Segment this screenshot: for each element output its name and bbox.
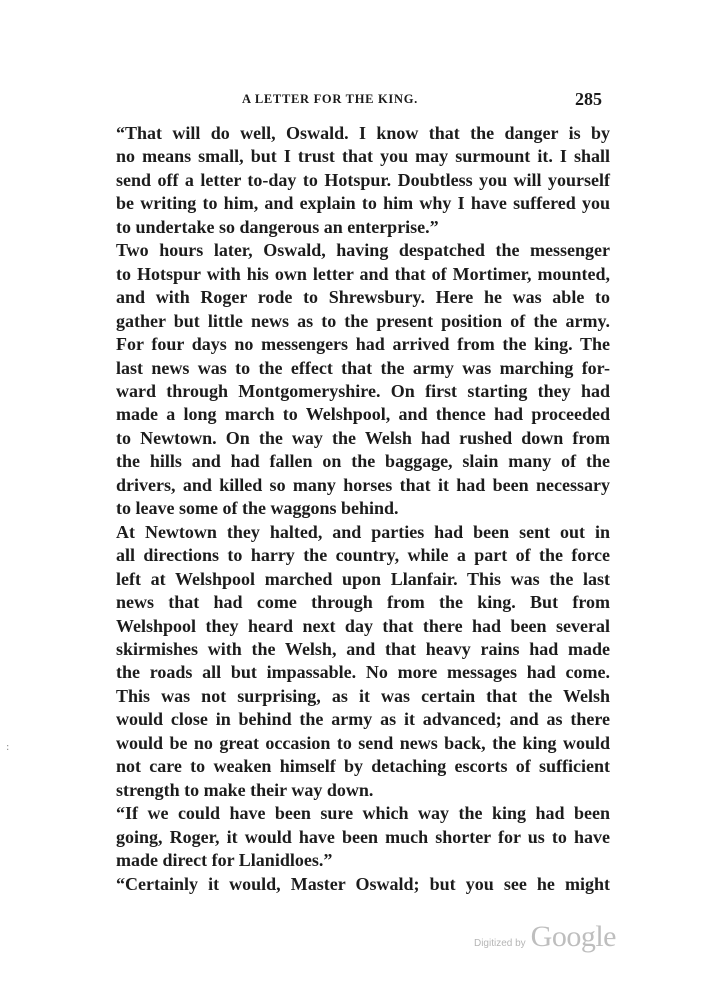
text-line: to leave some of the waggons behind.	[116, 498, 399, 519]
text-line: Two hours later, Oswald, having despatched the messenger	[116, 240, 610, 261]
text-line: the roads all but impassable. No more messages had come.	[116, 662, 610, 683]
paragraph	[92, 873, 610, 896]
text-line: drivers, and killed so many horses that it had been necessary	[116, 474, 610, 495]
text-line: to Newtown. On the way the Welsh had rushed down from	[116, 427, 610, 448]
text-line: send off a letter to-day to Hotspur. Doubtless you will yourself	[116, 169, 610, 190]
text-line: be writing to him, and explain to him why I have suffered you	[116, 193, 610, 214]
google-logo: Google	[530, 920, 616, 953]
margin-mark: :	[6, 742, 10, 753]
digitized-watermark	[474, 920, 616, 954]
page-number: 285	[575, 89, 602, 109]
text-line: all directions to harry the country, while a part of the force	[116, 545, 610, 566]
text-line: going, Roger, it would have been much shorter for us to have	[116, 826, 610, 847]
text-line: strength to make their way down.	[116, 779, 374, 800]
page-header	[92, 89, 602, 116]
text-line: gather but little news as to the present position of the army.	[116, 310, 610, 331]
text-line: would close in behind the army as it advanced; and as there	[116, 709, 610, 730]
text-line: to Hotspur with his own letter and that of Mortimer, mounted,	[116, 263, 610, 284]
text-line: made a long march to Welshpool, and thence had proceeded	[116, 404, 610, 425]
text-line: news that had come through from the king. But from	[116, 592, 610, 613]
text-line: last news was to the effect that the army was marching for-	[116, 357, 610, 378]
paragraph	[92, 521, 610, 802]
text-line: and with Roger rode to Shrewsbury. Here he was able to	[116, 287, 610, 308]
text-line: the hills and had fallen on the baggage, slain many of the	[116, 451, 610, 472]
text-line: For four days no messengers had arrived from the king. The	[116, 334, 610, 355]
text-line: would be no great occasion to send news back, the king would	[116, 732, 610, 753]
body-text	[92, 122, 610, 896]
text-line: not care to weaken himself by detaching escorts of sufficient	[116, 756, 610, 777]
text-line: ward through Montgomeryshire. On first starting they had	[116, 380, 610, 401]
paragraph	[92, 122, 610, 239]
text-line: made direct for Llanidloes.”	[116, 850, 333, 871]
text-line: “That will do well, Oswald. I know that the danger is by	[116, 123, 610, 143]
text-line: This was not surprising, as it was certain that the Welsh	[116, 685, 610, 706]
paragraph	[92, 802, 610, 872]
text-line: At Newtown they halted, and parties had been sent out in	[116, 521, 610, 542]
text-line: Welshpool they heard next day that there had been several	[116, 615, 610, 636]
watermark-caption: Digitized by	[473, 938, 526, 949]
text-line: skirmishes with the Welsh, and that heavy rains had made	[116, 638, 610, 659]
text-line: “If we could have been sure which way the king had been	[116, 803, 610, 824]
paragraph	[92, 239, 610, 520]
running-title: A LETTER FOR THE KING.	[242, 92, 418, 106]
text-line: to undertake so dangerous an enterprise.”	[116, 216, 439, 237]
text-line: “Certainly it would, Master Oswald; but you see he might	[116, 873, 610, 894]
text-line: no means small, but I trust that you may surmount it. I shall	[116, 146, 610, 167]
text-line: left at Welshpool marched upon Llanfair. This was the last	[116, 568, 610, 589]
